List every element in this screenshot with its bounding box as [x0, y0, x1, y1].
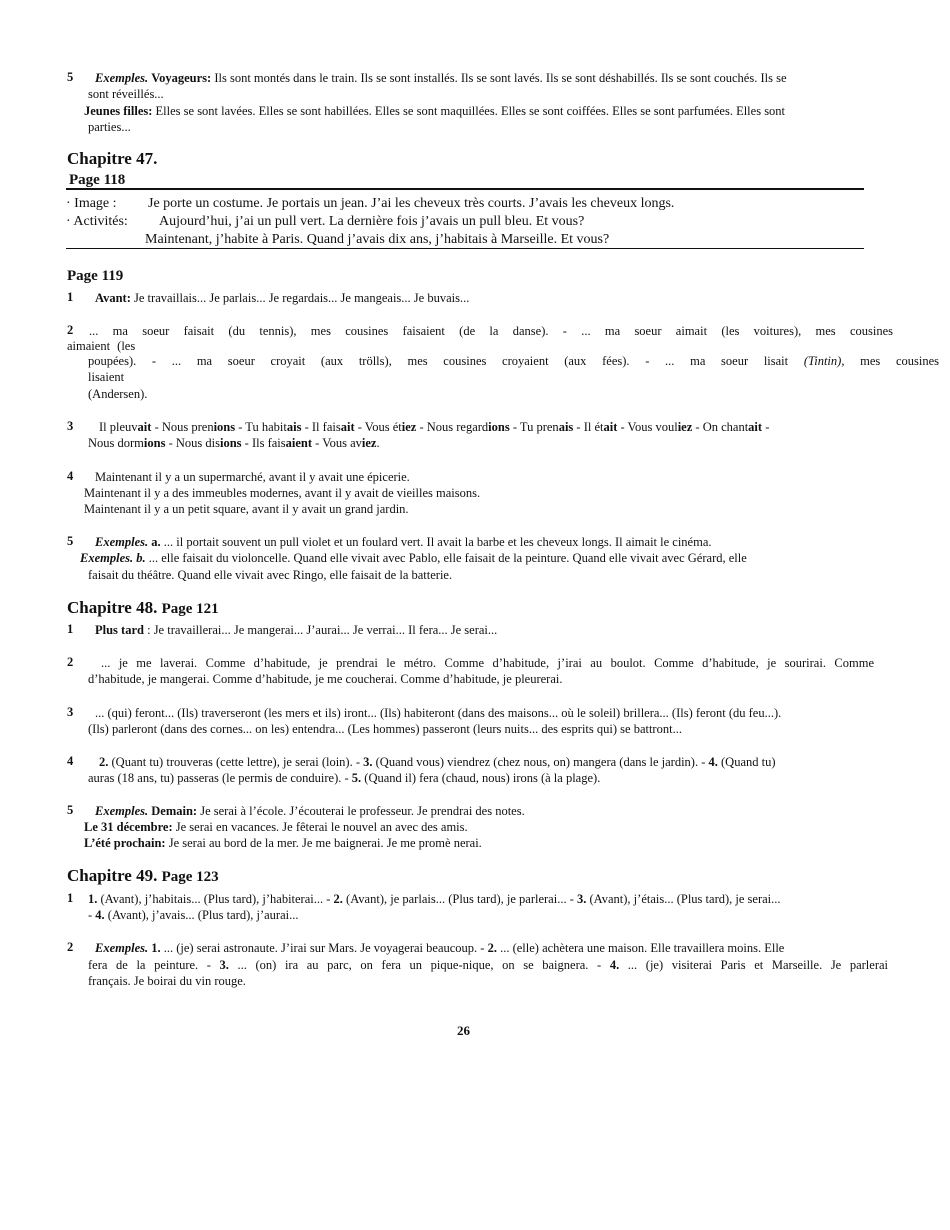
- item-number: 1.: [88, 892, 98, 906]
- exercise-number: 1: [67, 622, 74, 636]
- box-label: · Image :: [66, 196, 117, 211]
- text-run: - Nous dis: [165, 436, 220, 450]
- exercise-text: français. Je boirai du vin rouge.: [88, 974, 246, 988]
- verb-ending: ait: [603, 420, 618, 434]
- exercise-number: 5: [67, 70, 74, 84]
- text-run: ... (elle) achètera une maison. Elle travaillera moins. Elle: [496, 941, 785, 955]
- verb-ending: ait: [748, 420, 763, 434]
- exercise-text: ... ma soeur faisait (du tennis), mes cousines faisaient (de la danse). - ... ma soeur aimait (les voitures), mes cousines: [89, 324, 893, 338]
- verb-ending: ions: [488, 420, 510, 434]
- chapter-title: Chapitre 47.: [67, 149, 158, 168]
- text-run: - Il fais: [301, 420, 341, 434]
- exercise-text: ... je me laverai. Comme d’habitude, je prendrai le métro. Comme d’habitude, j’irai au boulot. Comme d’habitude, je sourirai. Comme: [101, 656, 874, 670]
- exercise-text: Le 31 décembre: Je serai en vacances. Je fêterai le nouvel an avec des amis.: [84, 820, 468, 834]
- exercise-number: 3: [67, 419, 74, 433]
- exercise-number: 2: [67, 940, 74, 954]
- text-run: - Vous ét: [354, 420, 402, 434]
- text-run: - Vous av: [312, 436, 362, 450]
- box-text: Maintenant, j’habite à Paris. Quand j’avais dix ans, j’habitais à Marseille. Et vous?: [145, 232, 610, 247]
- text-run: -: [762, 420, 770, 434]
- verb-ending: iez: [401, 420, 417, 434]
- exercise-text: lisaient: [88, 370, 125, 384]
- text-run: - Vous voul: [617, 420, 678, 434]
- verb-ending: ait: [340, 420, 355, 434]
- text-run: - Nous pren: [151, 420, 214, 434]
- item-number: 4.: [708, 755, 718, 769]
- text-run: Nous dorm: [88, 436, 144, 450]
- exercise-number: 3: [67, 705, 74, 719]
- box-text: Je porte un costume. Je portais un jean. J’ai les cheveux très courts. J’avais les cheveux longs.: [148, 196, 675, 211]
- exercise-text: (Andersen).: [88, 387, 148, 401]
- verb-ending: aient: [285, 436, 313, 450]
- text-run: (Avant), j’étais... (Plus tard), je serai...: [586, 892, 781, 906]
- verb-ending: ais: [286, 420, 302, 434]
- text-run: - Tu habit: [235, 420, 287, 434]
- exercise-text: [99, 419, 769, 436]
- chapter-title: Chapitre 49. Page 123: [67, 866, 219, 885]
- page-number: 26: [457, 1023, 470, 1038]
- exercise-number: 2: [67, 323, 74, 337]
- exercise-text: [99, 754, 776, 771]
- exercise-number: 5: [67, 534, 74, 548]
- text-run: Il pleuv: [99, 420, 138, 434]
- page-heading: Page 118: [69, 172, 126, 188]
- exercise-text: ... (qui) feront... (Ils) traverseront (les mers et ils) iront... (Ils) habiteront (dans des maisons... où le soleil) brillera... (Ils) feront (du feu...).: [95, 706, 782, 720]
- exercise-text: [88, 435, 380, 452]
- text-run: (Avant), j’habitais... (Plus tard), j’habiterai... -: [97, 892, 334, 906]
- exercise-text: parties...: [88, 120, 131, 134]
- verb-ending: ais: [558, 420, 574, 434]
- text-run: - Il ét: [573, 420, 604, 434]
- exercise-text: [88, 891, 781, 908]
- item-number: 2.: [99, 755, 109, 769]
- exercise-text: fera de la peinture. - 3. ... (on) ira au parc, on fera un pique-nique, on se baignera. - 4. ... (je) visiterai Paris et Marseille. Je parlerai: [88, 958, 889, 972]
- exercise-text: sont réveillés...: [88, 87, 164, 101]
- text-run: .: [376, 436, 380, 450]
- exercise-number: 2: [67, 655, 74, 669]
- exercise-text: Exemples. 1. ... (je) serai astronaute. J’irai sur Mars. Je voyagerai beaucoup. - 2. ... (elle) achètera une maison. Elle travaillera moins. Elle: [95, 941, 785, 955]
- exercise-text: Exemples. Voyageurs: Ils sont montés dans le train. Ils se sont installés. Ils se sont lavés. Ils se sont déshabillés. Ils se sont couchés. Ils se: [95, 71, 787, 85]
- exercise-text: poupées). - ... ma soeur croyait (aux trölls), mes cousines croyaient (aux fées). - ... ma soeur lisait (Tintin), mes cousines: [88, 354, 940, 368]
- exercise-text: Exemples. a. ... il portait souvent un pull violet et un foulard vert. Il avait la barbe et les cheveux longs. Il aimait le cinéma.: [95, 535, 712, 549]
- exercise-text: d’habitude, je mangerai. Comme d’habitude, je me coucherai. Comme d’habitude, je pleurerai.: [88, 672, 563, 686]
- verb-ending: ions: [219, 436, 242, 450]
- verb-ending: ions: [213, 420, 236, 434]
- item-number: 3.: [363, 755, 373, 769]
- exercise-text: Avant: Je travaillais... Je parlais... Je regardais... Je mangeais... Je buvais...: [95, 291, 470, 305]
- verb-ending: ait: [137, 420, 152, 434]
- text-run: ... (je) serai astronaute. J’irai sur Mars. Je voyagerai beaucoup. -: [160, 941, 488, 955]
- exercise-text: aimaient (les: [67, 339, 136, 353]
- exercise-text: Maintenant il y a un petit square, avant il y avait un grand jardin.: [84, 502, 409, 516]
- page-heading: Page 123: [161, 869, 219, 885]
- exercise-text: Jeunes filles: Elles se sont lavées. Elles se sont habillées. Elles se sont maquillées. Elles se sont coiffées. Elles se sont parfumées. Elles sont: [84, 104, 786, 118]
- item-number: 1.: [151, 941, 161, 955]
- text-run: - Nous regard: [416, 420, 489, 434]
- exercise-text: Plus tard : Je travaillerai... Je mangerai... J’aurai... Je verrai... Il fera... Je serai...: [95, 623, 498, 637]
- exercise-number: 1: [67, 290, 74, 304]
- item-number: 2.: [487, 941, 497, 955]
- exercise-number: 4: [67, 469, 74, 483]
- text-run: (Quant tu) trouveras (cette lettre), je serai (loin). -: [108, 755, 364, 769]
- exercise-text: auras (18 ans, tu) passeras (le permis de conduire). - 5. (Quand il) fera (chaud, nous) irons (à la plage).: [88, 771, 601, 785]
- exercise-text: faisait du théâtre. Quand elle vivait avec Ringo, elle faisait de la batterie.: [88, 568, 453, 582]
- exercise-number: 5: [67, 803, 74, 817]
- box-label: · Activités:: [66, 214, 128, 229]
- exercise-text: L’été prochain: Je serai au bord de la mer. Je me baignerai. Je me promè nerai.: [84, 836, 482, 850]
- chapter-title: Chapitre 48. Page 121: [67, 598, 219, 617]
- exercise-number: 1: [67, 891, 74, 905]
- text-run: - Ils fais: [241, 436, 286, 450]
- text-run: (Quand vous) viendrez (chez nous, on) mangera (dans le jardin). -: [372, 755, 709, 769]
- exercise-text: Exemples. Demain: Je serai à l’école. J’écouterai le professeur. Je prendrai des notes.: [95, 804, 525, 818]
- text-run: (Quand tu): [717, 755, 776, 769]
- page-heading: Page 119: [67, 268, 124, 284]
- text-run: - Tu pren: [509, 420, 559, 434]
- text-run: (Avant), je parlais... (Plus tard), je parlerai... -: [342, 892, 577, 906]
- verb-ending: iez: [677, 420, 693, 434]
- item-number: 3.: [576, 892, 587, 906]
- divider: [66, 188, 864, 190]
- exercise-text: (Ils) parleront (dans des cornes... on les) entendra... (Les hommes) passeront (leurs nuits... des esprits qui) se battront...: [88, 722, 682, 736]
- box-text: Aujourd’hui, j’ai un pull vert. La dernière fois j’avais un pull bleu. Et vous?: [159, 214, 585, 229]
- exercise-number: 4: [67, 754, 74, 768]
- verb-ending: ions: [143, 436, 166, 450]
- text-run: - On chant: [692, 420, 749, 434]
- exercise-text: Maintenant il y a des immeubles modernes, avant il y avait de vieilles maisons.: [84, 486, 481, 500]
- verb-ending: iez: [361, 436, 377, 450]
- item-number: 2.: [333, 892, 343, 906]
- exercise-text: Exemples. b. ... elle faisait du violoncelle. Quand elle vivait avec Pablo, elle faisait de la peinture. Quand elle vivait avec Gérard, elle: [80, 551, 747, 565]
- exercise-text: Maintenant il y a un supermarché, avant il y avait une épicerie.: [95, 470, 410, 484]
- page-heading: Page 121: [161, 601, 219, 617]
- divider: [66, 248, 864, 249]
- exercise-text: - 4. (Avant), j’avais... (Plus tard), j’aurai...: [88, 908, 299, 922]
